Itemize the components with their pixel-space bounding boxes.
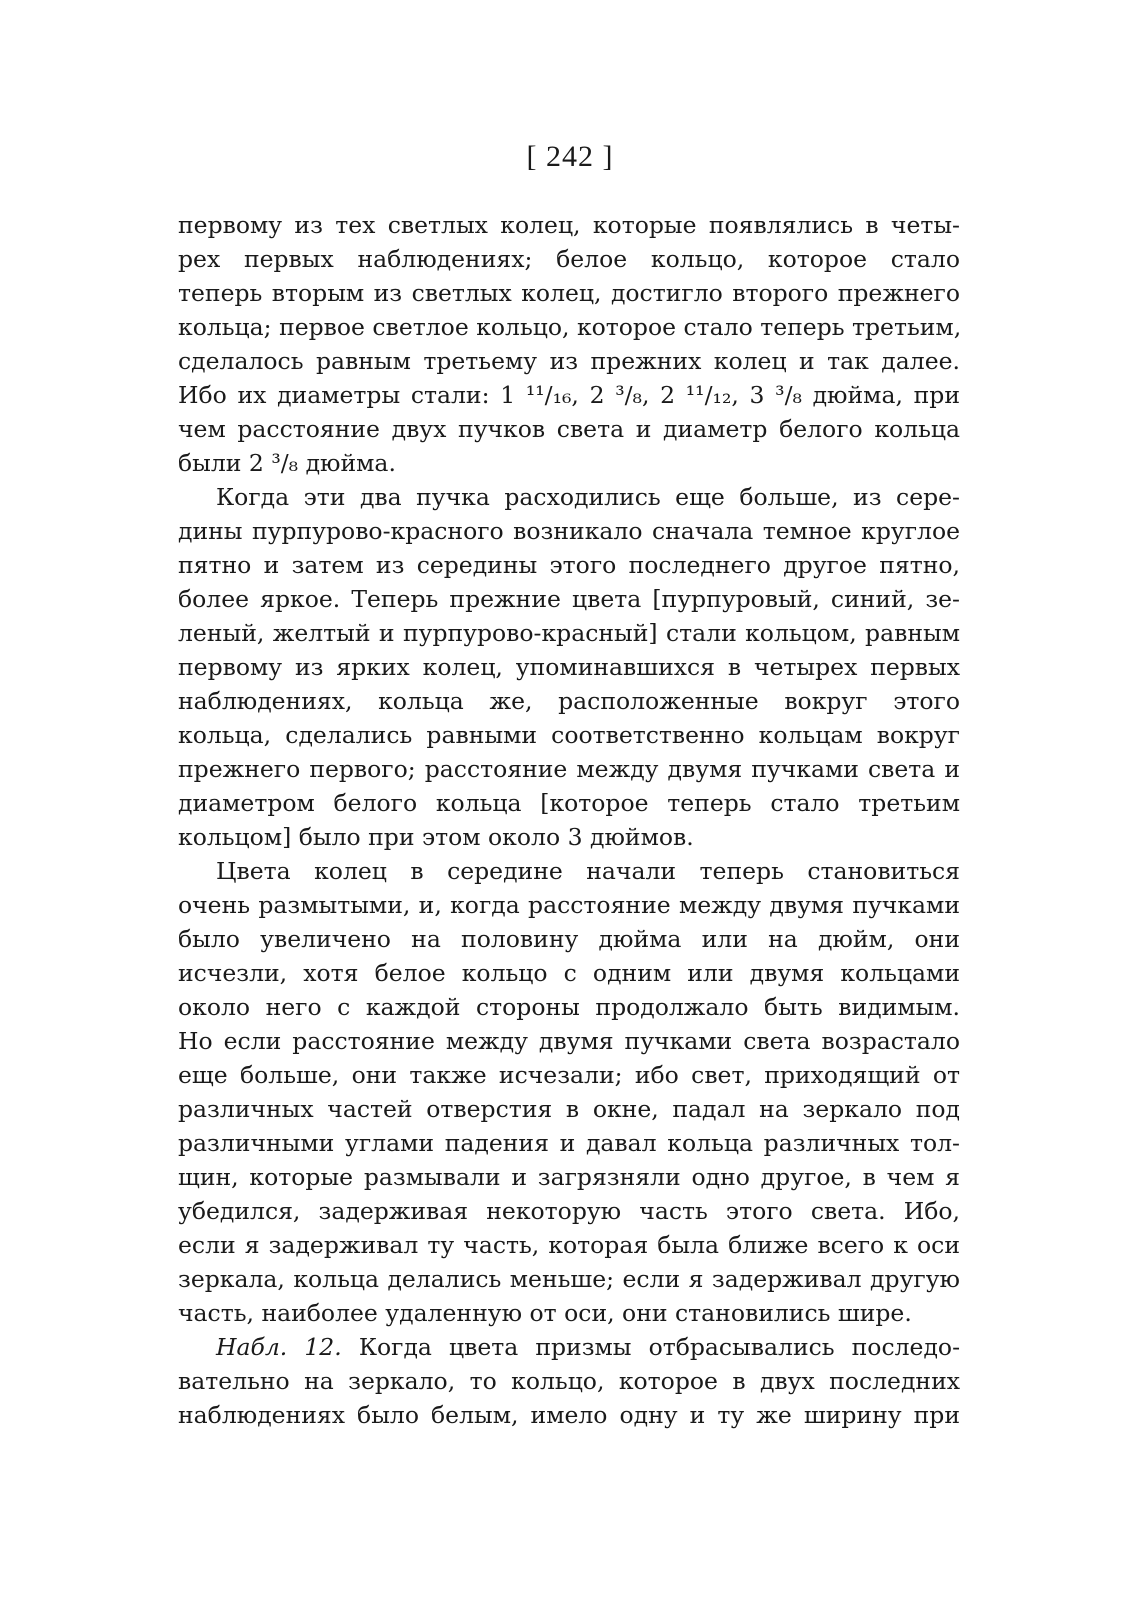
text-line: часть, наиболее удаленную от оси, они становились шире.: [178, 1299, 912, 1327]
text-line: кольца, сделались равными соответственно кольцам вокруг: [178, 721, 960, 749]
text-line: диаметром белого кольца [которое теперь стало третьим: [178, 789, 960, 817]
paragraph-4: [178, 1330, 960, 1432]
text-line: Когда эти два пучка расходились еще больше, из сере-: [216, 483, 960, 511]
text-fragment: Когда цвета призмы отбрасывались последо-: [358, 1333, 961, 1361]
text-line: еще больше, они также исчезали; ибо свет, приходящий от: [178, 1061, 960, 1089]
text-line: дины пурпурово-красного возникало сначала темное круглое: [178, 517, 960, 545]
text-line: убедился, задерживая некоторую часть этого света. Ибо,: [178, 1197, 960, 1225]
paragraph-1: [178, 208, 960, 480]
observation-label: Набл. 12.: [216, 1333, 342, 1361]
text-line: чем расстояние двух пучков света и диаметр белого кольца: [178, 415, 960, 443]
text-line: исчезли, хотя белое кольцо с одним или двумя кольцами: [178, 959, 960, 987]
text-line: различными углами падения и давал кольца различных тол-: [178, 1129, 960, 1157]
text-line: было увеличено на половину дюйма или на дюйм, они: [178, 925, 960, 953]
text-line: первому из тех светлых колец, которые появлялись в четы-: [178, 211, 960, 239]
text-line: прежнего первого; расстояние между двумя пучками света и: [178, 755, 960, 783]
text-line: наблюдениях было белым, имело одну и ту же ширину при: [178, 1401, 960, 1429]
text-line: если я задерживал ту часть, которая была ближе всего к оси: [178, 1231, 960, 1259]
text-line: Цвета колец в середине начали теперь становиться: [216, 857, 960, 885]
body-text: [178, 208, 960, 1432]
text-line: кольцом] было при этом около 3 дюймов.: [178, 823, 694, 851]
text-line: Но если расстояние между двумя пучками света возрастало: [178, 1027, 960, 1055]
text-line: рех первых наблюдениях; белое кольцо, которое стало: [178, 245, 960, 273]
paragraph-3: [178, 854, 960, 1330]
text-line: более яркое. Теперь прежние цвета [пурпуровый, синий, зе-: [178, 585, 960, 613]
text-line: первому из ярких колец, упоминавшихся в четырех первых: [178, 653, 960, 681]
text-line: теперь вторым из светлых колец, достигло второго прежнего: [178, 279, 960, 307]
text-line: кольца; первое светлое кольцо, которое стало теперь третьим,: [178, 313, 962, 341]
text-line: леный, желтый и пурпурово-красный] стали кольцом, равным: [178, 619, 960, 647]
text-line: Ибо их диаметры стали: 1 ¹¹/₁₆, 2 ³/₈, 2 ¹¹/₁₂, 3 ³/₈ дюйма, при: [178, 381, 960, 409]
text-line: наблюдениях, кольца же, расположенные вокруг этого: [178, 687, 960, 715]
text-line: около него с каждой стороны продолжало быть видимым.: [178, 993, 960, 1021]
text-line: зеркала, кольца делались меньше; если я задерживал другую: [178, 1265, 960, 1293]
text-line: пятно и затем из середины этого последнего другое пятно,: [178, 551, 960, 579]
text-line: были 2 ³/₈ дюйма.: [178, 449, 396, 477]
paragraph-2: [178, 480, 960, 854]
text-line: очень размытыми, и, когда расстояние между двумя пучками: [178, 891, 960, 919]
text-line: [178, 1330, 960, 1364]
text-line: сделалось равным третьему из прежних колец и так далее.: [178, 347, 960, 375]
text-line: щин, которые размывали и загрязняли одно другое, в чем я: [178, 1163, 960, 1191]
page-number: [ 242 ]: [526, 140, 614, 173]
text-line: различных частей отверстия в окне, падал на зеркало под: [178, 1095, 960, 1123]
text-line: вательно на зеркало, то кольцо, которое в двух последних: [178, 1367, 960, 1395]
